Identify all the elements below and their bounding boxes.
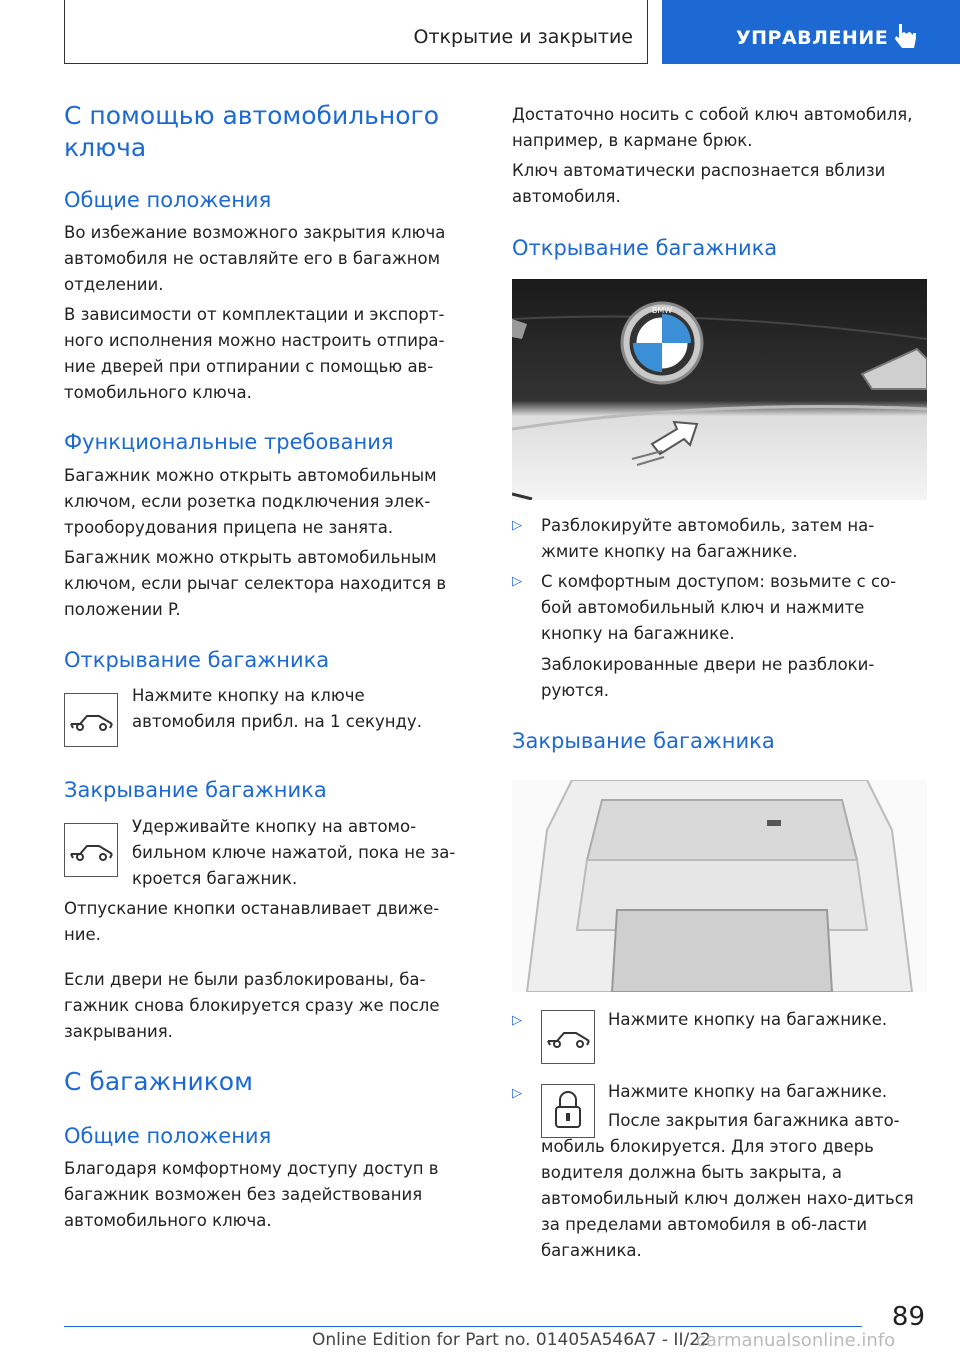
paragraph-close-trunk-2: Отпускание кнопки останавливает движе-ние.	[64, 899, 440, 944]
heading-close-trunk-right: Закрывание багажника	[512, 729, 775, 753]
step-2-note: Заблокированные двери не разблоки-руются.	[541, 655, 875, 700]
paragraph-intro-1: Достаточно носить с собой ключ автомобиля, например, в кармане брюк.	[512, 105, 913, 150]
heading-with-trunk: С багажником	[64, 1067, 253, 1096]
footer-edition: Online Edition for Part no. 01405A546A7 - II/22	[312, 1330, 711, 1350]
car-trunk-key-icon-open	[64, 693, 118, 747]
footer-rule	[64, 1326, 862, 1327]
header-chapter-title: УПРАВЛЕНИЕ	[736, 27, 889, 49]
header-section-title: Открытие и закрытие	[413, 26, 633, 48]
step-2-text: С комфортным доступом: возьмите с со-бой автомобильный ключ и нажмите кнопку на багажнике.	[541, 572, 897, 643]
paragraph-open-trunk: Нажмите кнопку на ключе автомобиля прибл. на 1 секунду.	[132, 686, 422, 731]
paragraph-func-2: Багажник можно открыть автомобильным ключом, если рычаг селектора находится в положении P.	[64, 548, 447, 619]
trunk-interior-photo	[512, 780, 927, 992]
hand-pointer-icon	[894, 22, 920, 50]
bullet-triangle-2: ▷	[512, 574, 522, 589]
header-section-box	[64, 0, 648, 64]
heading-open-trunk-right: Открывание багажника	[512, 236, 778, 260]
paragraph-intro-2: Ключ автоматически распознается вблизи автомобиля.	[512, 161, 886, 206]
bullet-triangle-4: ▷	[512, 1086, 522, 1101]
heading-general-2: Общие положения	[64, 1124, 272, 1148]
heading-general-1: Общие положения	[64, 188, 272, 212]
step-1-text: Разблокируйте автомобиль, затем на-жмите кнопку на багажнике.	[541, 516, 875, 561]
step-3-text: Нажмите кнопку на багажнике.	[608, 1010, 888, 1029]
bullet-triangle-3: ▷	[512, 1013, 522, 1028]
bmw-logo-text: BMW	[651, 306, 673, 315]
bullet-triangle-1: ▷	[512, 518, 522, 533]
paragraph-general-2: Благодаря комфортному доступу доступ в багажник возможен без задействования автомобильного ключа.	[64, 1159, 439, 1230]
car-trunk-key-icon-close	[64, 823, 118, 877]
paragraph-close-trunk-1: Удерживайте кнопку на автомо-бильном ключе нажатой, пока не за-кроется багажник.	[132, 817, 456, 888]
step-4-text: Нажмите кнопку на багажнике.	[608, 1082, 888, 1101]
paragraph-general-1a: Во избежание возможного закрытия ключа автомобиля не оставляйте его в багажном отделении.	[64, 223, 446, 294]
step-4-note: После закрытия багажника авто-мобиль блокируется. Для этого дверь водителя должна быть закрыта, а автомобильный ключ должен нахо-диться за пределами автомобиля в об-ласти багажника.	[541, 1111, 914, 1260]
heading-open-trunk-left: Открывание багажника	[64, 648, 330, 672]
header-chapter-tab[interactable]	[662, 0, 960, 64]
heading-close-trunk-left: Закрывание багажника	[64, 778, 327, 802]
paragraph-general-1b: В зависимости от комплектации и экспорт-ного исполнения можно настроить отпира-ние дверей при отпирании с помощью ав-томобильного ключа.	[64, 305, 445, 402]
paragraph-close-trunk-3: Если двери не были разблокированы, ба-гажник снова блокируется сразу же после закрывания.	[64, 970, 440, 1041]
page-number: 89	[891, 1302, 925, 1332]
heading-with-key: С помощью автомобильного ключа	[64, 101, 439, 162]
paragraph-func-1: Багажник можно открыть автомобильным ключом, если розетка подключения элек-трооборудования прицепа не занята.	[64, 466, 437, 537]
car-trunk-button-icon	[541, 1010, 595, 1064]
watermark: carmanualsonline.info	[696, 1330, 896, 1351]
trunk-button-photo	[512, 279, 927, 500]
heading-functional-requirements: Функциональные требования	[64, 430, 394, 454]
